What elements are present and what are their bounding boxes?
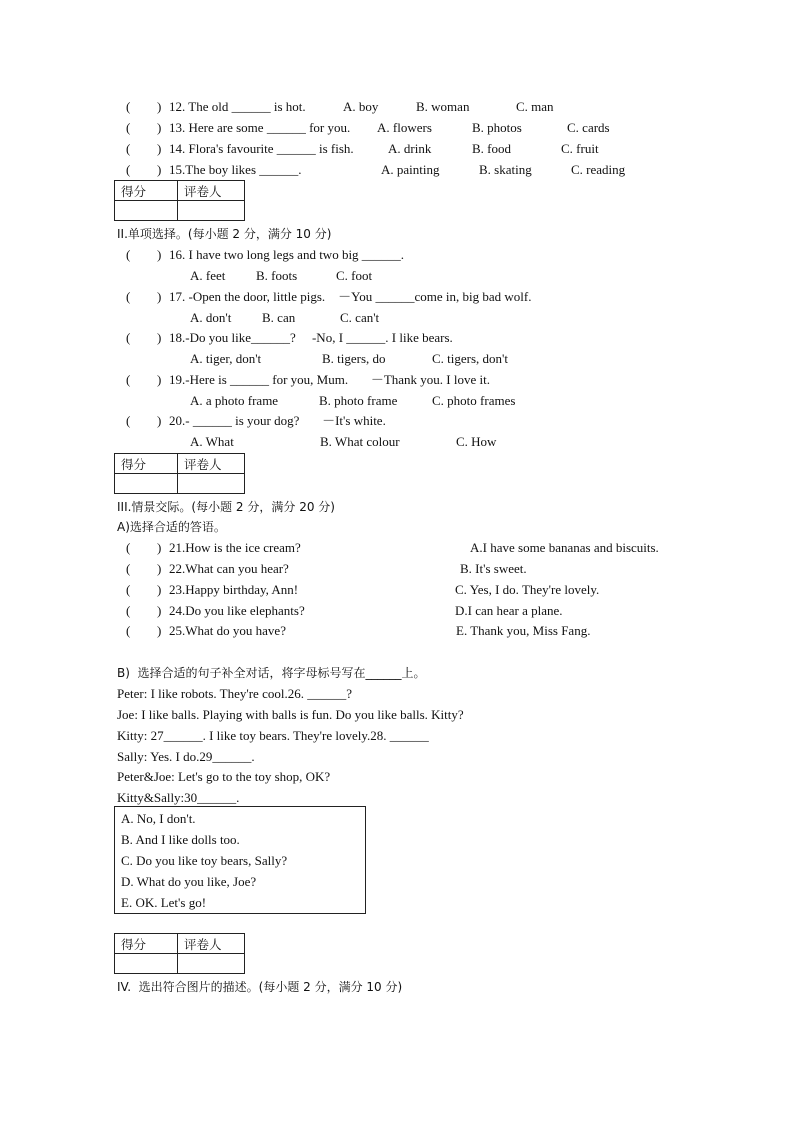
question-stem: 25.What do you have? — [169, 623, 286, 638]
question-stem: 16. I have two long legs and two big ______. — [169, 247, 405, 262]
answer-paren-close: ) — [157, 289, 162, 304]
grader-label: 评卷人 — [178, 934, 245, 954]
section-4-title: IV. 选出符合图片的描述。(每小题 2 分，满分 10 分) — [117, 980, 403, 994]
choice-item: D. What do you like, Joe? — [121, 874, 257, 889]
option-b: B. can — [262, 310, 296, 325]
grader-label: 评卷人 — [178, 454, 245, 474]
answer-paren-open[interactable]: ( — [126, 141, 131, 156]
option-c: C. How — [456, 434, 497, 449]
answer-paren-open[interactable]: ( — [126, 120, 131, 135]
answer-paren-open[interactable]: ( — [126, 582, 131, 597]
option-c: C. foot — [336, 268, 373, 283]
dialogue-line: Peter: I like robots. They're cool.26. ______? — [117, 686, 352, 701]
dialogue-line: Kitty&Sally:30______. — [117, 790, 240, 805]
score-table — [114, 933, 245, 974]
answer-paren-close: ) — [157, 561, 162, 576]
grader-cell[interactable] — [178, 474, 245, 494]
option-b: B. foots — [256, 268, 298, 283]
question-stem: 18.-Do you like______? -No, I ______. I like bears. — [169, 330, 453, 345]
option-b: B. food — [472, 141, 511, 156]
section-3-title: III.情景交际。(每小题 2 分，满分 20 分) — [117, 500, 335, 514]
option-b: B. tigers, do — [322, 351, 386, 366]
score-cell[interactable] — [115, 954, 178, 974]
option-a: A. a photo frame — [190, 393, 279, 408]
answer-paren-open[interactable]: ( — [126, 289, 131, 304]
answer-paren-open[interactable]: ( — [126, 247, 131, 262]
choice-item: C. Do you like toy bears, Sally? — [121, 853, 288, 868]
option-a: A. feet — [190, 268, 226, 283]
score-label: 得分 — [115, 934, 178, 954]
section-2-title: II.单项选择。(每小题 2 分，满分 10 分) — [117, 227, 332, 241]
choices-box — [114, 806, 366, 914]
answer-paren-close: ) — [157, 120, 162, 135]
question-stem: 24.Do you like elephants? — [169, 603, 305, 618]
question-stem: 21.How is the ice cream? — [169, 540, 301, 555]
option-a: A. drink — [388, 141, 432, 156]
score-table — [114, 180, 245, 221]
answer-paren-open[interactable]: ( — [126, 99, 131, 114]
option-b: B. woman — [416, 99, 470, 114]
answer-paren-open[interactable]: ( — [126, 372, 131, 387]
option-a: A. boy — [343, 99, 379, 114]
answer-paren-open[interactable]: ( — [126, 623, 131, 638]
answer-choice: A.I have some bananas and biscuits. — [470, 540, 659, 555]
dialogue-line: Joe: I like balls. Playing with balls is fun. Do you like balls. Kitty? — [117, 707, 464, 722]
answer-choice: D.I can hear a plane. — [455, 603, 563, 618]
score-label: 得分 — [115, 181, 178, 201]
answer-paren-close: ) — [157, 623, 162, 638]
question-stem: 22.What can you hear? — [169, 561, 289, 576]
answer-paren-open[interactable]: ( — [126, 540, 131, 555]
answer-paren-close: ) — [157, 330, 162, 345]
option-c: C. tigers, don't — [432, 351, 509, 366]
answer-paren-open[interactable]: ( — [126, 413, 131, 428]
option-c: C. can't — [340, 310, 380, 325]
answer-choice: E. Thank you, Miss Fang. — [456, 623, 591, 638]
option-c: C. reading — [571, 162, 626, 177]
option-b: B. What colour — [320, 434, 400, 449]
answer-paren-close: ) — [157, 162, 162, 177]
grader-cell[interactable] — [178, 201, 245, 221]
dialogue-line: Sally: Yes. I do.29______. — [117, 749, 255, 764]
choice-item: B. And I like dolls too. — [121, 832, 240, 847]
score-cell[interactable] — [115, 201, 178, 221]
question-stem: 15.The boy likes ______. — [169, 162, 302, 177]
score-table — [114, 453, 245, 494]
question-stem: 12. The old ______ is hot. — [169, 99, 306, 114]
option-a: A. flowers — [377, 120, 432, 135]
option-a: A. don't — [190, 310, 232, 325]
score-label: 得分 — [115, 454, 178, 474]
option-c: C. man — [516, 99, 554, 114]
answer-choice: B. It's sweet. — [460, 561, 527, 576]
answer-paren-close: ) — [157, 413, 162, 428]
option-a: A. tiger, don't — [190, 351, 262, 366]
option-c: C. cards — [567, 120, 610, 135]
question-stem: 20.- ______ is your dog? －It's white. — [169, 413, 386, 428]
answer-paren-close: ) — [157, 141, 162, 156]
answer-paren-open[interactable]: ( — [126, 561, 131, 576]
answer-paren-open[interactable]: ( — [126, 603, 131, 618]
grader-label: 评卷人 — [178, 181, 245, 201]
option-c: C. fruit — [561, 141, 599, 156]
grader-cell[interactable] — [178, 954, 245, 974]
part-a-title: A)选择合适的答语。 — [117, 520, 226, 534]
answer-paren-close: ) — [157, 372, 162, 387]
answer-paren-close: ) — [157, 247, 162, 262]
part-b-title: B) 选择合适的句子补全对话，将字母标号写在______上。 — [117, 666, 426, 680]
answer-paren-close: ) — [157, 540, 162, 555]
dialogue-line: Kitty: 27______. I like toy bears. They're lovely.28. ______ — [117, 728, 429, 743]
score-cell[interactable] — [115, 474, 178, 494]
question-stem: 17. -Open the door, little pigs. －You ______come in, big bad wolf. — [169, 289, 532, 304]
answer-paren-open[interactable]: ( — [126, 330, 131, 345]
dialogue-line: Peter&Joe: Let's go to the toy shop, OK? — [117, 769, 331, 784]
question-stem: 13. Here are some ______ for you. — [169, 120, 351, 135]
question-stem: 19.-Here is ______ for you, Mum. －Thank you. I love it. — [169, 372, 490, 387]
option-b: B. photos — [472, 120, 522, 135]
answer-paren-close: ) — [157, 582, 162, 597]
question-stem: 14. Flora's favourite ______ is fish. — [169, 141, 354, 156]
option-a: A. What — [190, 434, 234, 449]
option-b: B. skating — [479, 162, 532, 177]
answer-paren-open[interactable]: ( — [126, 162, 131, 177]
choice-item: E. OK. Let's go! — [121, 895, 207, 910]
option-c: C. photo frames — [432, 393, 516, 408]
answer-paren-close: ) — [157, 99, 162, 114]
question-stem: 23.Happy birthday, Ann! — [169, 582, 299, 597]
answer-paren-close: ) — [157, 603, 162, 618]
choice-item: A. No, I don't. — [121, 811, 196, 826]
option-b: B. photo frame — [319, 393, 398, 408]
option-a: A. painting — [381, 162, 440, 177]
answer-choice: C. Yes, I do. They're lovely. — [455, 582, 600, 597]
